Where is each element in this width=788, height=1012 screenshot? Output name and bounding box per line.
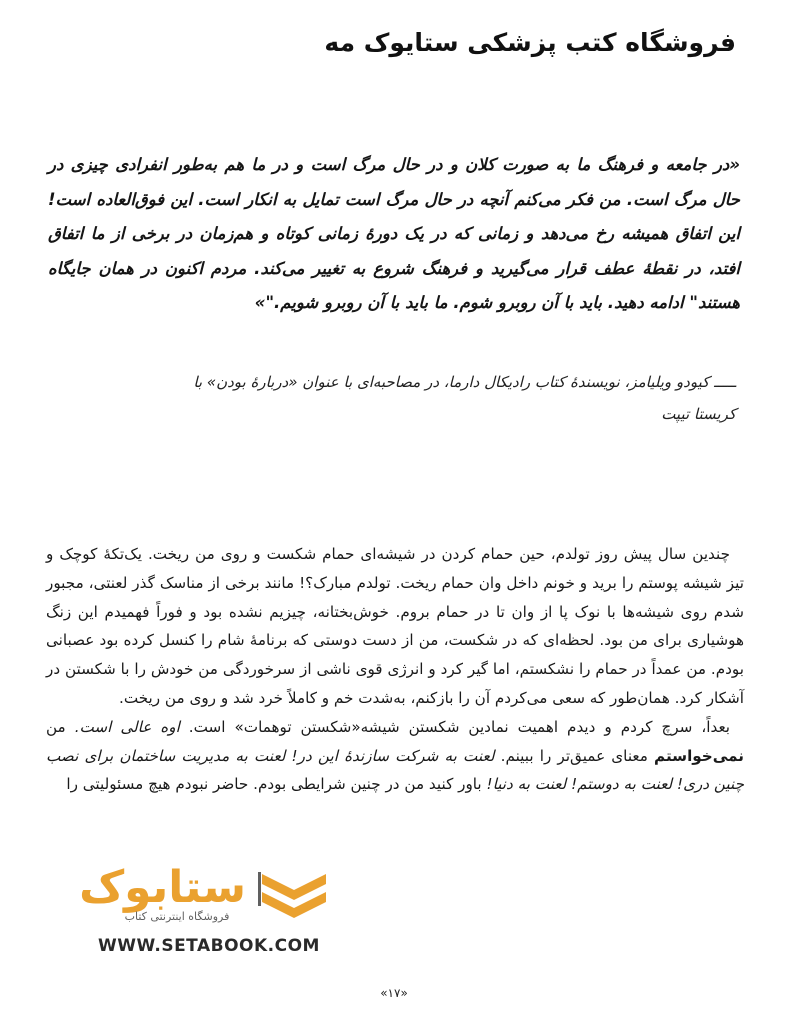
p2-text-2: من [46, 717, 75, 736]
watermark-brand: ستابوک [79, 862, 246, 913]
book-logo-icon [256, 868, 332, 926]
page-header-title: فروشگاه کتب پزشکی ستایوک مه [324, 28, 736, 57]
p2-text-4: باور کنید من در چنین شرایطی بودم. حاضر نبودم هیچ مسئولیتی را [66, 775, 487, 794]
p2-text-1: بعداً، سرچ کردم و دیدم اهمیت نمادین شکستن شیشه«شکستن توهمات» است. [179, 717, 731, 736]
page-number: «۱۷» [380, 986, 408, 1000]
body-paragraph-1: چندین سال پیش روز تولدم، حین حمام کردن در شیشه‌ای حمام شکست و روی من ریخت. یک‌تکهٔ کوچک و تیز شیشه پوستم را برید و خونم داخل وان حمام ریخت. تولدم مبارک؟! مانند برخی از مناسک گذر لعنتی، مجبور شدم روی شیشه‌ها با نوک پا از وان تا در حمام بروم. خوش‌بختانه، چیزیم نشده بود و فوراً فهمیدم این زنگ هوشیاری برای من بود. لحظه‌ای که در شکست، من از دست دوستی که برنامهٔ شام را کنسل کرده بود عصبانی بودم. من عمداً در حمام را نشکستم، اما گیر کرد و انرژی قوی ناشی از سرخوردگی من خودش را با شکستن در آشکار کرد. همان‌طور که سعی می‌کردم آن را بازکنم، به‌شدت خم و کاملاً خرد شد و روی من ریخت. [46, 545, 744, 707]
setabook-watermark [79, 862, 346, 966]
p2-text-3: معنای عمیق‌تر را ببینم. [494, 746, 655, 765]
p2-italic-1: اوه عالی است. [74, 717, 180, 736]
p2-bold-1: نمی‌خواستم [654, 746, 744, 765]
body-paragraph-2 [46, 713, 744, 799]
epigraph-attribution: ـــــ کیودو ویلیامز، نویسندهٔ کتاب رادیکال دارما، در مصاحبه‌ای با عنوان «دربارهٔ بودن» با کریستا تیپت [193, 373, 736, 423]
watermark-url: WWW.SETABOOK.COM [98, 936, 320, 956]
body-text [46, 540, 744, 799]
watermark-subtitle: فروشگاه اینترنتی کتاب [124, 910, 230, 923]
p2-italic-2: لعنت به شرکت سازندهٔ این در! لعنت به مدیریت ساختمان برای نصب چنین دری! لعنت به دوستم! لعنت به دنیا! [46, 746, 744, 794]
epigraph-quote: «در جامعه و فرهنگ ما به صورت کلان و در حال مرگ است و در ما هم به‌طور انفرادی چیزی در حال مرگ است. من فکر می‌کنم آنچه در حال مرگ است تمایل به انکار است. این فوق‌العاده است! این اتفاق همیشه رخ می‌دهد و زمانی که در یک دورهٔ زمانی کوتاه و هم‌زمان در برخی از ما اتفاق افتد، در نقطهٔ عطف قرار می‌گیرید و فرهنگ شروع به تغییر می‌کند. مردم اکنون در همان جایگاه هستند" ادامه دهید. باید با آن روبرو شوم. ما باید با آن روبرو شویم."» [48, 155, 740, 312]
